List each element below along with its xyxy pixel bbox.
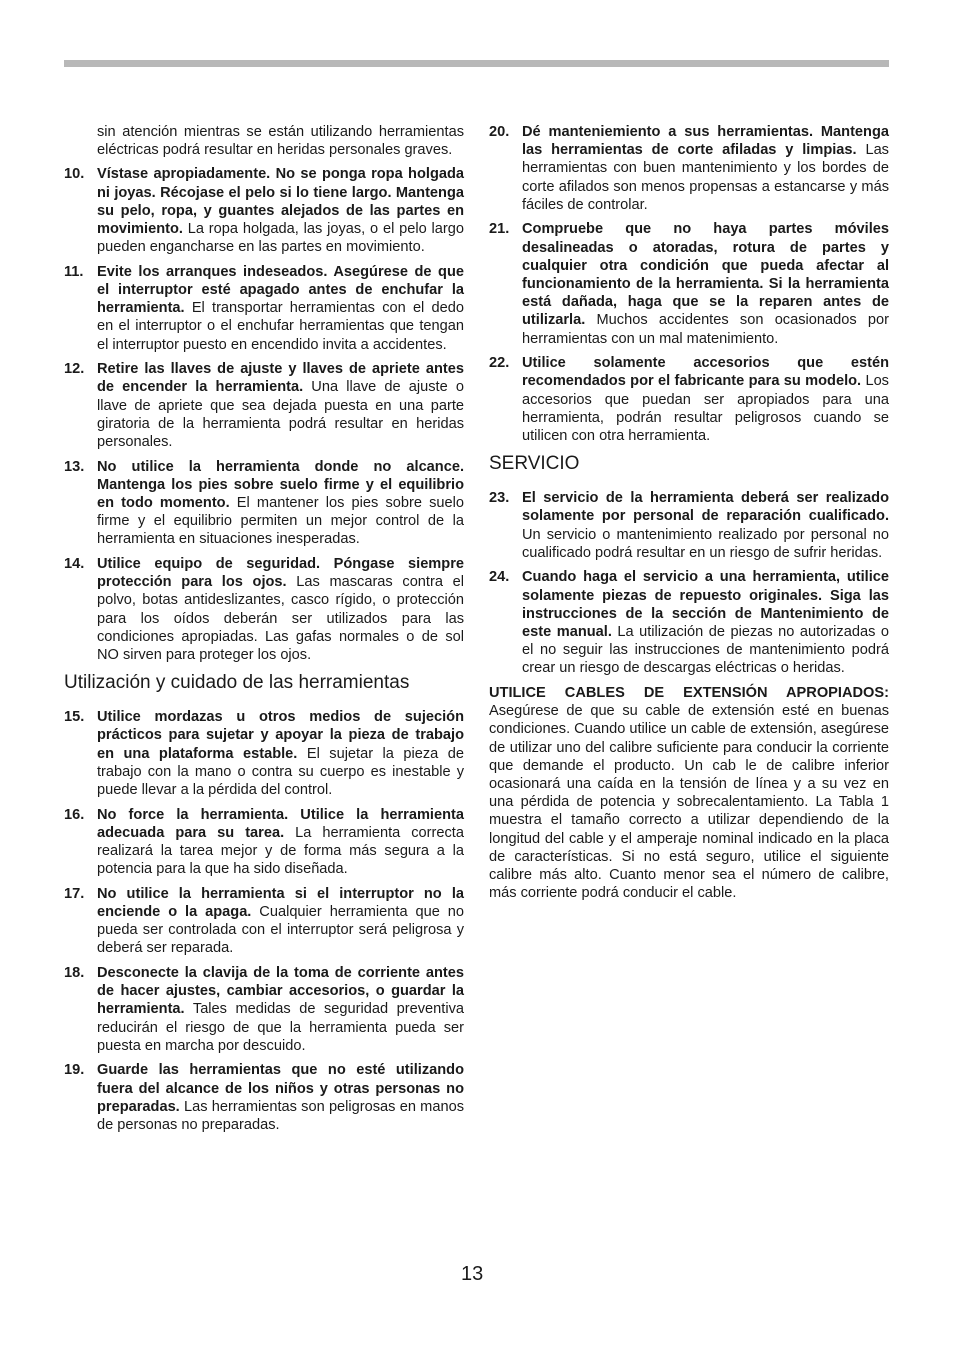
list-item	[64, 165, 464, 256]
item-number: 20.	[489, 124, 510, 140]
list-item	[64, 964, 464, 1055]
extension-cord-paragraph	[489, 684, 889, 902]
item-text: El mantener los pies sobre suelo firme y el equilibrio permiten un mejor control de la herramienta en situaciones inesperadas.	[97, 495, 464, 548]
item-text: La herramienta correcta realizará la tarea mejor y de forma más segura a la potencia para la que ha sido diseñada.	[97, 824, 464, 878]
item-bold-text: Dé manteniemiento a sus herramientas. Mantenga las herramientas de corte afiladas y limpias.	[522, 124, 889, 159]
left-column	[64, 123, 464, 1141]
item-bold-text: No force la herramienta. Utilice la herramienta adecuada para su tarea.	[97, 806, 464, 841]
list-item	[64, 885, 464, 958]
extension-bold-text: UTILICE CABLES DE EXTENSIÓN APROPIADOS:	[489, 685, 889, 702]
section-heading-servicio: SERVICIO	[489, 453, 580, 475]
item-bold-text: Compruebe que no haya partes móviles desalineadas o atoradas, rotura de partes y cualquier otra condición que pueda afectar al funcionamiento de la herramienta. Si la herramienta está dañada, haga que se la reparen antes de utilizarla.	[522, 221, 889, 329]
item-number: 15.	[64, 709, 85, 726]
item-text: Las mascaras contra el polvo, botas antideslizantes, casco rígido, o protección para los oídos deberán ser utilizados para las condiciones apropiadas. Las gafas normales o de sol NO sirven para proteger los ojos.	[97, 574, 464, 664]
list-item	[64, 360, 464, 451]
safety-list-a	[64, 165, 464, 664]
item-bold-text: Utilice solamente accesorios que estén recomendados por el fabricante para su modelo.	[522, 355, 889, 390]
list-item	[489, 354, 889, 445]
item-number: 10.	[64, 166, 85, 183]
list-item	[64, 458, 464, 549]
list-item	[64, 708, 464, 799]
item-text: Un servicio o mantenimiento realizado por personal no cualificado podrá resultar en un riesgo de sufrir heridas.	[522, 526, 889, 561]
item-bold-text: No utilice la herramienta si el interruptor no la enciende o la apaga.	[97, 885, 464, 921]
item-number: 24.	[489, 569, 510, 586]
list-item	[489, 489, 889, 562]
item-text: Cualquier herramienta que no pueda ser controlada con el interruptor será peligrosa y deberá ser reparada.	[97, 904, 465, 957]
item-bold-text: Desconecte la clavija de la toma de corriente antes de hacer ajustes, cambiar accesorios, o guardar la herramienta.	[97, 965, 464, 1018]
item-text: El transportar herramientas con el dedo en el interruptor o el enchufar herramientas que tengan el interruptor puesto en encendido invita a accidentes.	[97, 300, 464, 353]
list-item	[489, 568, 889, 677]
section-heading-tool-use: Utilización y cuidado de las herramientas	[64, 672, 410, 694]
list-item	[64, 555, 464, 664]
page-number: 13	[461, 1263, 484, 1285]
extension-text: Asegúrese de que su cable de extensión esté en buenas condiciones. Cuando utilice un cable de extensión, asegúrese de utilizar uno del calibre suficiente para conducir la corriente que demande el producto. Un cab le de calibre inferior ocasionará una caída en la tensión de línea y a su vez en una pérdida de potencia y sobrecalentamiento. La Tabla 1 muestra el tamaño correcto a utilizar dependiendo de la longitud del cable y el amperaje nominal indicado en la placa de características. Si no está seguro, utilice el siguiente calibre más alto. Cuanto menor sea el número de calibre, más corriente podrá conducir el cable.	[489, 703, 889, 902]
item-number: 17.	[64, 885, 85, 902]
item-number: 21.	[489, 221, 510, 238]
item-bold-text: Guarde las herramientas que no esté utilizando fuera del alcance de los niños y otras personas no preparadas.	[97, 1062, 464, 1115]
item-text: La utilización de piezas no autorizadas o el no seguir las instrucciones de mantenimiento podrá crear un riesgo de descargas eléctricas o heridas.	[522, 624, 889, 677]
item-text: Muchos accidentes son ocasionados por herramientas con un mal matenimiento.	[522, 312, 889, 347]
list-item	[64, 263, 464, 354]
item-number: 13.	[64, 458, 85, 475]
item-text: Las herramientas con buen mantenimiento y los bordes de corte afilados son menos propensas a estancarse y más fáciles de controlar.	[522, 142, 889, 213]
item-bold-text: No utilice la herramienta donde no alcance. Mantenga los pies sobre suelo firme y el equilibrio en todo momento.	[97, 458, 464, 512]
item-number: 11.	[64, 263, 84, 280]
item-number: 12.	[64, 361, 85, 378]
item-bold-text: Evite los arranques indeseados. Asegúrese de que el interruptor esté apagado antes de enchufar la herramienta.	[97, 263, 464, 317]
list-item	[489, 123, 889, 214]
right-column	[489, 123, 889, 908]
item-number: 14.	[64, 556, 85, 573]
item-number: 18.	[64, 965, 85, 982]
list-item	[64, 1061, 464, 1134]
item-number: 16.	[64, 806, 85, 823]
item-bold-text: Vístase apropiadamente. No se ponga ropa holgada ni joyas. Récojase el pelo si lo tiene largo. Mantenga su pelo, ropa, y guantes alejados de las partes en movimiento.	[97, 166, 464, 238]
safety-list-d	[489, 489, 889, 677]
safety-list-b	[64, 708, 464, 1134]
item-number: 23.	[489, 490, 510, 507]
item-number: 19.	[64, 1062, 85, 1079]
safety-list-c	[489, 123, 889, 445]
item-bold-text: Retire las llaves de ajuste y llaves de apriete antes de encender la herramienta.	[97, 361, 464, 396]
item-bold-text: Utilice mordazas u otros medios de sujeción prácticos para sujetar y apoyar la pieza de trabajo en una plataforma estable.	[97, 709, 464, 762]
item-text: Una llave de ajuste o llave de apriete que sea dejada puesta en una parte giratoria de la herramienta podrá resultar en heridas personales.	[97, 379, 464, 451]
header-rule	[64, 60, 889, 67]
continuation-text: sin atención mientras se están utilizando herramientas eléctricas podrá resultar en heridas personales graves.	[97, 124, 464, 159]
item-text: Las herramientas son peligrosas en manos de personas no preparadas.	[97, 1098, 464, 1134]
item-number: 22.	[489, 355, 510, 372]
item-bold-text: El servicio de la herramienta deberá ser realizado solamente por personal de reparación cualificado.	[522, 490, 889, 525]
item-text: El sujetar la pieza de trabajo con la mano o contra su cuerpo es inestable y puede llevar a la pérdida del control.	[97, 745, 464, 799]
item-text: La ropa holgada, las joyas, o el pelo largo pueden engancharse en las partes en movimiento.	[97, 221, 464, 256]
list-item	[64, 806, 464, 879]
item-bold-text: Utilice equipo de seguridad. Póngase siempre protección para los ojos.	[97, 556, 464, 591]
item-text: Tales medidas de seguridad preventiva reducirán el riesgo de que la herramienta pueda ser puesta en marcha por descuido.	[97, 1001, 464, 1054]
list-item	[489, 220, 889, 347]
item-text: Los accesorios que puedan ser apropiados para una herramienta, podrán resultar peligrosos cuando se utilicen con otra herramienta.	[522, 373, 889, 445]
item-bold-text: Cuando haga el servicio a una herramienta, utilice solamente piezas de repuesto originales. Siga las instrucciones de la sección de Mantenimiento de este manual.	[522, 569, 889, 641]
